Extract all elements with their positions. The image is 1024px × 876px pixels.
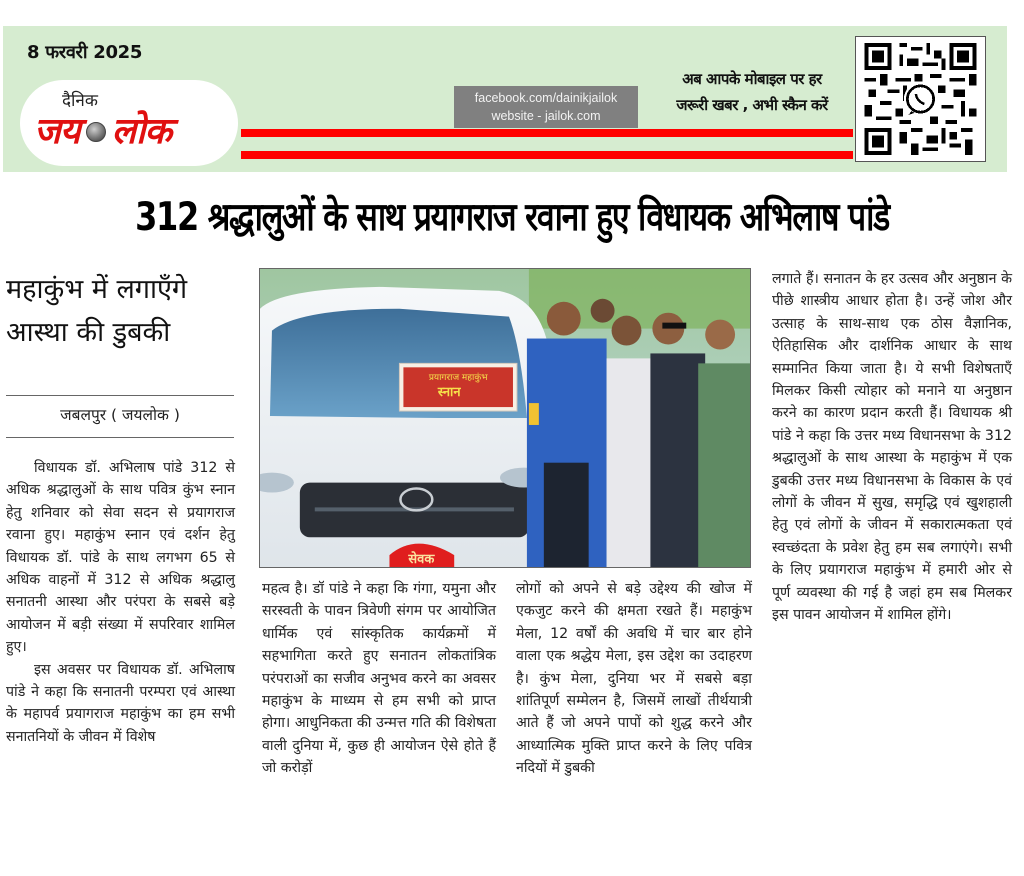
article-column-4: लगाते हैं। सनातन के हर उत्सव और अनुष्ठान के पीछे शास्त्रीय आधार होता है। उन्हें जोश और उत्साह के साथ-साथ एक ठोस वैज्ञानिक, ऐतिहासिक और दार्शनिक आधार के साथ सम्मानित किया जाता है। ये सभी विशेषताएँ मिलकर किसी त्योहार को मनाने या अनुष्ठान करने का कारण प्रदान करती हैं। विधायक श्री पांडे ने कहा कि उत्तर मध्य विधानसभा के 312 श्रद्धालुओं के साथ आस्था के महाकुंभ में एक डुबकी उत्तर मध्य विधानसभा के विकास के एवं लोगों के जीवन में सुख, समृद्धि एवं खुशहाली हेतु एवं लोगों के जीवन में सकारात्मकता एवं स्वच्छंदता के प्रवेश हेतु हम सब लगाएंगे। सभी के लिए प्रयागराज महाकुंभ में हमारी ओर से पूर्ण व्यवस्था की गई है जहां हम सब मिलकर इस पावन आयोजन में शामिल होंगे। — [772, 271, 1012, 624]
people-group — [527, 299, 750, 567]
banner-text-1: प्रयागराज महाकुंभ — [428, 373, 488, 384]
globe-icon — [86, 122, 106, 142]
scan-prompt-line-2: जरूरी खबर , अभी स्कैन करें — [676, 96, 828, 114]
logo-wordmark — [34, 112, 171, 152]
facebook-link[interactable]: facebook.com/dainikjailok — [474, 91, 618, 105]
scan-prompt-line-1: अब आपके मोबाइल पर हर — [682, 70, 822, 88]
whatsapp-qr-code-icon[interactable] — [855, 36, 986, 162]
article-headline: 312 श्रद्धालुओं के साथ प्रयागराज रवाना हुए विधायक अभिलाष पांडे — [135, 195, 889, 240]
windshield-banner — [399, 363, 517, 411]
red-rule-bottom — [241, 151, 853, 159]
logo-word-lok: लोक — [111, 111, 171, 152]
article-paragraph: विधायक डॉ. अभिलाष पांडे 312 से अधिक श्रद्धालुओं के साथ पवित्र कुंभ स्नान हेतु शनिवार को सेवा सदन से प्रयागराज रवाना हुए। महाकुंभ स्नान एवं दर्शन हेतु विधायक डॉ. पांडे के साथ लगभग 65 से अधिक वाहनों में 312 से अधिक श्रद्धालु सनातनी आस्था और परंपरा के सबसे बड़े आयोजन में बड़ी संख्या में सपरिवार शामिल हुए। — [6, 460, 235, 656]
logo-dainik-text: दैनिक — [62, 91, 98, 111]
social-links-box — [454, 86, 638, 128]
masthead — [3, 26, 1007, 172]
article-column-2: महत्व है। डॉ पांडे ने कहा कि गंगा, यमुना और सरस्वती के पावन त्रिवेणी संगम पर आयोजित धार्मिक एवं सांस्कृतिक कार्यक्रमों में सहभागिता करते हुए सनातन लोकतांत्रिक परंपराओं का सजीव अनुभव करने का अवसर महाकुंभ के माध्यम से हम सभी को प्राप्त होगा। आधुनिकता की उन्मत्त गति की विशेषता वाली दुनिया में, कुछ ही आयोजन ऐसे होते हैं जो करोड़ों — [262, 581, 496, 777]
website-link[interactable]: website - jailok.com — [491, 109, 601, 123]
red-rule-top — [241, 129, 853, 137]
edition-date: 8 फरवरी 2025 — [27, 42, 143, 63]
logo-word-jai: जय — [34, 111, 80, 152]
newspaper-logo[interactable] — [20, 80, 238, 166]
article-paragraph: इस अवसर पर विधायक डॉ. अभिलाष पांडे ने कहा कि सनातनी परम्परा एवं आस्था के महापर्व प्रयागराज महाकुंभ का हम सभी सनातनियों के जीवन में विशेष — [6, 661, 235, 745]
plate-text: सेवक — [408, 552, 435, 567]
scan-prompt — [657, 66, 847, 118]
divider-rule — [6, 437, 234, 438]
news-photo[interactable] — [259, 268, 751, 568]
banner-text-2: स्नान — [437, 385, 461, 401]
article-column-3: लोगों को अपने से बड़े उद्देश्य की खोज में एकजुट करने की क्षमता रखते हैं। महाकुंभ मेला, 12 वर्षों की अवधि में चार बार होने वाला एक श्रद्धेय मेला, इस उद्देश का उदाहरण है। कुंभ मेला, दुनिया भर में सबसे बड़ा शांतिपूर्ण सम्मेलन है, जिसमें लाखों तीर्थयात्री आते हैं जो अपने पापों को शुद्ध करने और आध्यात्मिक मुक्ति प्राप्त करने के लिए पवित्र नदियों में डुबकी — [516, 581, 752, 777]
divider-rule — [6, 395, 234, 396]
article-dateline: जबलपुर ( जयलोक ) — [60, 406, 180, 424]
article-subheadline: महाकुंभ में लगाएँगे आस्था की डुबकी — [6, 274, 188, 348]
article-column-1 — [6, 457, 235, 748]
